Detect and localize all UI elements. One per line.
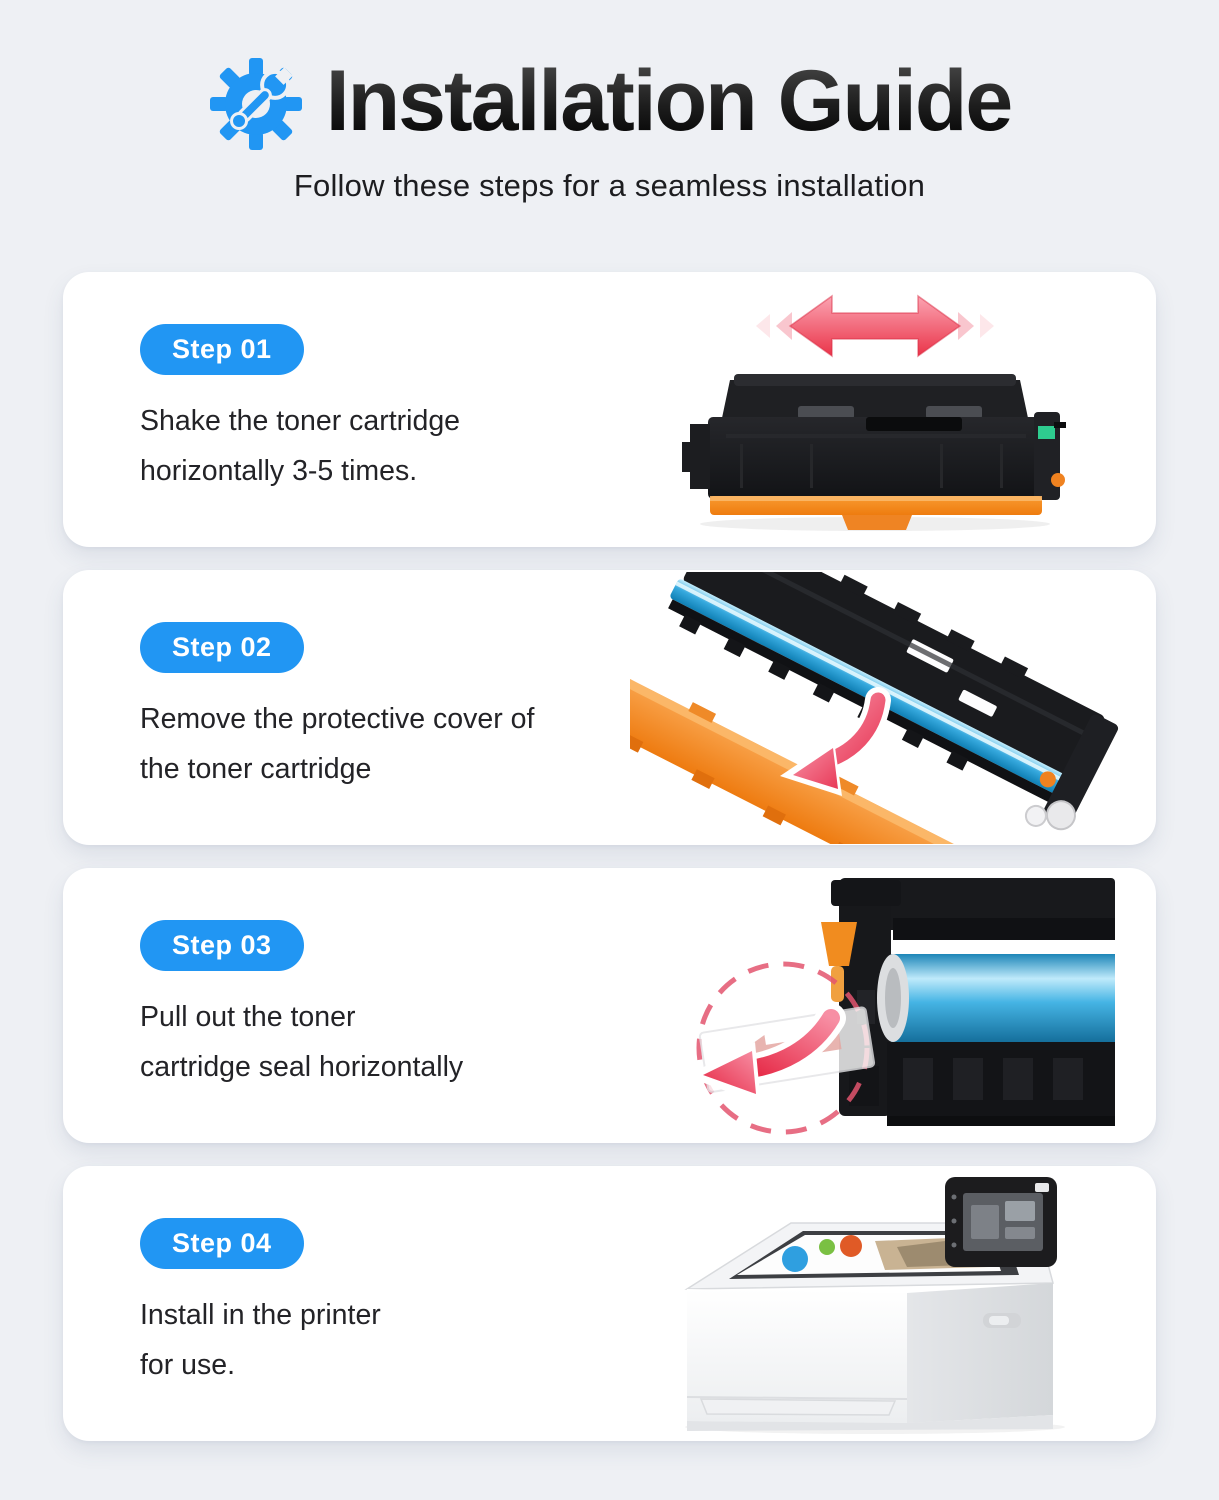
cartridge-end <box>821 878 1115 1126</box>
step-03-description: Pull out the toner cartridge seal horizontally <box>140 1000 464 1083</box>
chip-contact <box>1038 426 1055 439</box>
laser-printer <box>685 1177 1065 1434</box>
step-03-badge: Step 03 <box>140 920 304 971</box>
cyan-drum <box>891 954 1115 1042</box>
step-cards <box>63 272 1156 1441</box>
shake-cartridge-image <box>630 284 1120 536</box>
step-01-description: Shake the toner cartridge horizontally 3-5 times. <box>140 404 461 487</box>
step-card-03 <box>63 868 1156 1143</box>
step-02-description: Remove the protective cover of the toner cartridge <box>140 702 535 785</box>
step-01-illustration <box>608 272 1142 547</box>
shake-arrows-icon <box>756 296 994 356</box>
paper-tray <box>701 1399 895 1415</box>
step-02-badge: Step 02 <box>140 622 304 673</box>
control-panel <box>945 1177 1057 1267</box>
step-04-badge: Step 04 <box>140 1218 304 1269</box>
step-card-01 <box>63 272 1156 547</box>
page-subtitle: Follow these steps for a seamless installation <box>293 168 926 203</box>
header <box>0 0 1219 204</box>
toner-cartridge <box>682 374 1066 531</box>
printer-image <box>645 1171 1105 1437</box>
seal-pull-image <box>635 870 1115 1142</box>
step-02-illustration <box>608 570 1142 845</box>
step-04-description: Install in the printer for use. <box>140 1298 381 1381</box>
gear-wrench-icon <box>208 56 304 152</box>
page-title: Installation Guide <box>325 52 1012 149</box>
step-card-02 <box>63 570 1156 845</box>
step-01-badge: Step 01 <box>140 324 304 375</box>
step-03-illustration <box>608 868 1142 1143</box>
step-card-04 <box>63 1166 1156 1441</box>
step-04-illustration <box>608 1166 1142 1441</box>
cover-removal-image <box>630 572 1120 844</box>
